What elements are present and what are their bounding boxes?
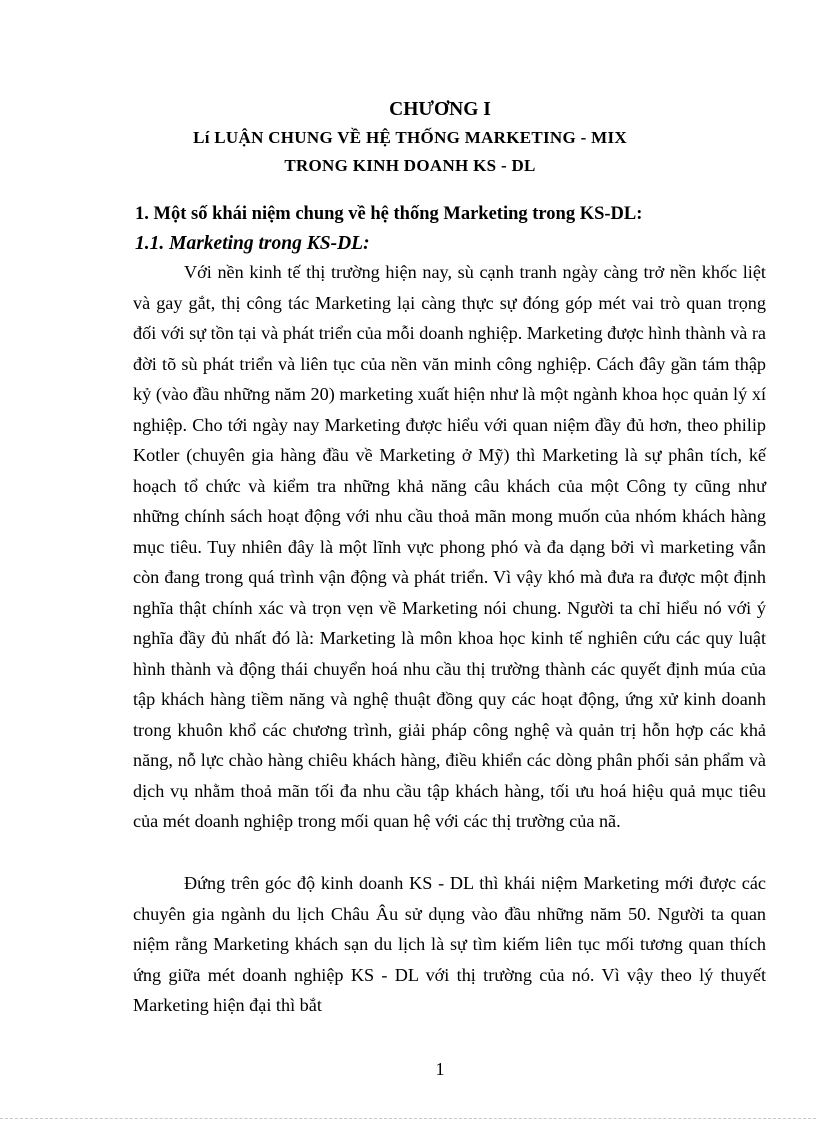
- page-bottom-divider: [0, 1118, 816, 1119]
- chapter-title: CHƯƠNG I: [389, 99, 491, 120]
- chapter-subtitle-line-2: TRONG KINH DOANH KS - DL: [284, 156, 536, 175]
- page-number: 1: [435, 1059, 445, 1079]
- chapter-subtitle-line-1: Lí LUẬN CHUNG VỀ HỆ THỐNG MARKETING - MIX: [193, 128, 627, 147]
- section-heading: 1. Một số khái niệm chung về hệ thống Marketing trong KS-DL:: [135, 204, 643, 224]
- body-paragraph-2: Đứng trên góc độ kinh doanh KS - DL thì khái niệm Marketing mới được các chuyên gia ngành du lịch Châu Âu sử dụng vào đầu những năm 50. Người ta quan niệm rằng Marketing khách sạn du lịch là sự tìm kiếm liên tục mối tương quan thích ứng giữa mét doanh nghiệp KS - DL với thị trường của nó. Vì vậy theo lý thuyết Marketing hiện đại thì bắt: [133, 873, 766, 1015]
- subsection-heading: 1.1. Marketing trong KS-DL:: [135, 233, 370, 254]
- body-paragraph-1: Với nền kinh tế thị trường hiện nay, sù cạnh tranh ngày càng trở nền khốc liệt và gay gắt, thị công tác Marketing lại càng thực sự đóng góp mét vai trò quan trọng đối với sự tồn tại và phát triển của mỗi doanh nghiệp. Marketing được hình thành và ra đời tõ sù phát triển và liên tục của nền văn minh công nghiệp. Cách đây gần tám thập kỷ (vào đầu những năm 20) marketing xuất hiện như là một ngành khoa học quản lý xí nghiệp. Cho tới ngày nay Marketing được hiểu với quan niệm đầy đủ hơn, theo philip Kotler (chuyên gia hàng đầu về Marketing ở Mỹ) thì Marketing là sự phân tích, kế hoạch tổ chức và kiểm tra những khả năng câu khách của một Công ty cũng như những chính sách hoạt động với nhu cầu thoả mãn mong muốn của nhóm khách hàng mục tiêu. Tuy nhiên đây là một lĩnh vực phong phó và đa dạng bởi vì marketing vẫn còn đang trong quá trình vận động và phát triển. Vì vậy khó mà đưa ra được một định nghĩa thật chính xác và trọn vẹn về Marketing nói chung. Người ta chỉ hiểu nó với ý nghĩa đầy đủ nhất đó là: Marketing là môn khoa học kinh tế nghiên cứu các quy luật hình thành và động thái chuyển hoá nhu cầu thị trường thành các quyết định múa của tập khách hàng tiềm năng và nghệ thuật đồng quy các hoạt động, ứng xử kinh doanh trong khuôn khổ các chương trình, giải pháp công nghệ và quản trị hỗn hợp các khả năng, nỗ lực chào hàng chiêu khách hàng, điều khiển các dòng phân phối sản phẩm và dịch vụ nhằm thoả mãn tối đa nhu cầu tập khách hàng, tối ưu hoá hiệu quả mục tiêu của mét doanh nghiệp trong mối quan hệ với các thị trường của nã.: [133, 262, 766, 831]
